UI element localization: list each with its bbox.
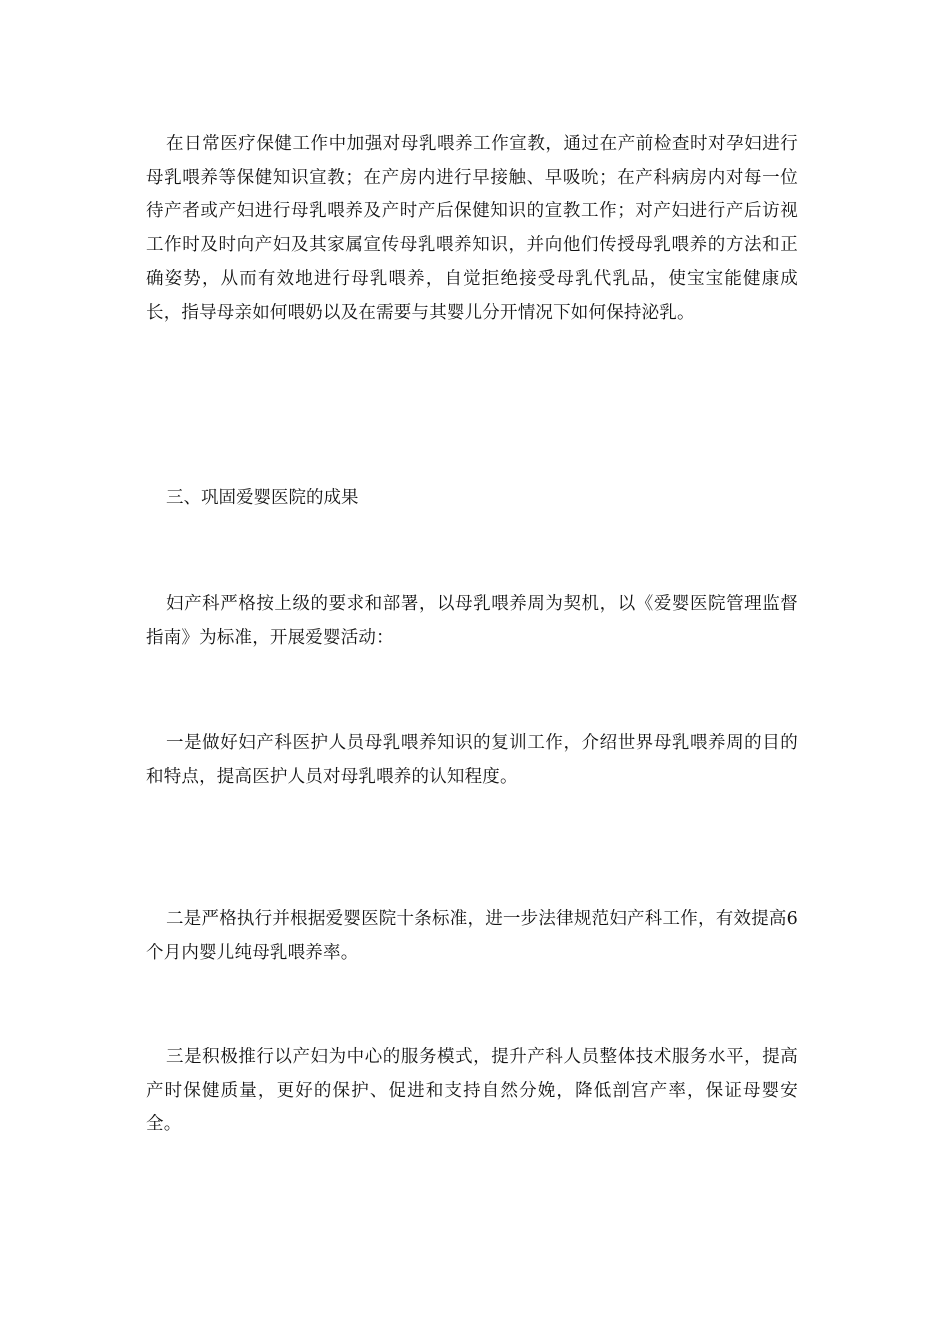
- paragraph-item-three: 三是积极推行以产妇为中心的服务模式，提升产科人员整体技术服务水平，提高产时保健质量，更好的保护、促进和支持自然分娩，降低剖宫产率，保证母婴安全。: [146, 1047, 798, 1135]
- paragraph-baby-friendly-activities: 妇产科严格按上级的要求和部署，以母乳喂养周为契机，以《爱婴医院管理监督指南》为标准，开展爱婴活动：: [146, 594, 798, 648]
- paragraph-breastfeeding-education: 在日常医疗保健工作中加强对母乳喂养工作宣教，通过在产前检查时对孕妇进行母乳喂养等保健知识宣教；在产房内进行早接触、早吸吮；在产科病房内对每一位待产者或产妇进行母乳喂养及产时产后保健知识的宣教工作；对产妇进行产后访视工作时及时向产妇及其家属宣传母乳喂养知识，并向他们传授母乳喂养的方法和正确姿势，从而有效地进行母乳喂养，自觉拒绝接受母乳代乳品，使宝宝能健康成长，指导母亲如何喂奶以及在需要与其婴儿分开情况下如何保持泌乳。: [146, 134, 798, 323]
- paragraph-item-two: 二是严格执行并根据爱婴医院十条标准，进一步法律规范妇产科工作，有效提高6个月内婴儿纯母乳喂养率。: [146, 909, 798, 963]
- paragraph-item-one: 一是做好妇产科医护人员母乳喂养知识的复训工作，介绍世界母乳喂养周的目的和特点，提高医护人员对母乳喂养的认知程度。: [146, 733, 798, 787]
- section-heading: 三、巩固爱婴医院的成果: [166, 488, 359, 508]
